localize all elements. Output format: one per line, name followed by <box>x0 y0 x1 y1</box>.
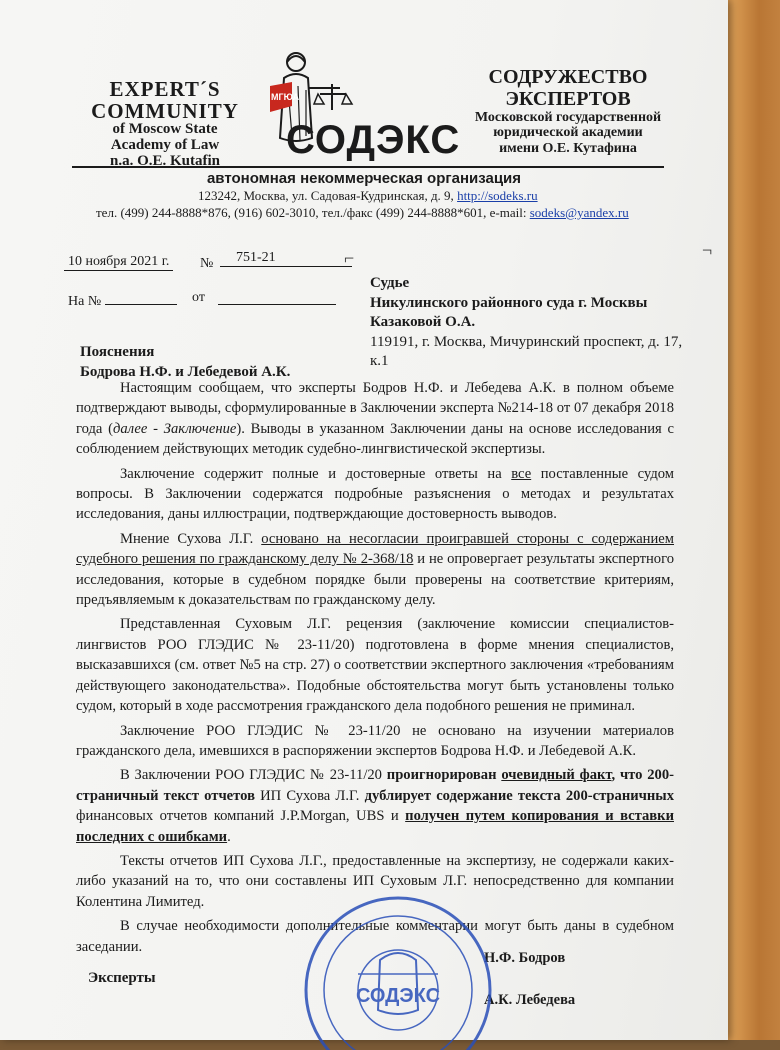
p6-c: ИП Сухова Л.Г. <box>254 787 365 804</box>
p6-d: финансовых отчетов компаний J.P.Morgan, UBS и <box>76 808 406 825</box>
p1-text: Настоящим сообщаем, что эксперты Бодров Н.Ф. и Лебедева А.К. в полном объеме подтверждают выводы, сформулированные в Заключении эксперта №214-18 от 07 декабря 2018 года ( <box>76 380 674 437</box>
eng-line4: Academy of Law <box>110 136 220 153</box>
reply-blank <box>105 304 177 305</box>
paragraph-7: Тексты отчетов ИП Сухова Л.Г., предоставленные на экспертизу, не содержали каких-либо указаний на то, что они составлены ИП Суховым Л.Г. непосредственно для компании Колентина Лимитед. <box>76 852 674 910</box>
address-line <box>198 188 538 204</box>
p3-a: Мнение Сухова Л.Г. <box>120 530 262 547</box>
paragraph-1 <box>76 378 674 460</box>
number-label: № <box>200 256 214 271</box>
logo-wordmark: СОДЭКС <box>286 118 461 162</box>
paragraph-2 <box>76 464 674 525</box>
paragraph-4: Представленная Суховым Л.Г. рецензия (заключение комиссии специалистов-лингвистов РОО ГЛЭДИС № 23-11/20) подготовлена в форме мнения специалистов, высказавшихся (см. ответ №5 на стр. 27) о соответствии экспертного заключения «требованиям действующего законодательства». Подобные обстоятельства могут быть установлены только судом, который в ходе рассмотрения гражданского дела подобного решения не приминал. <box>76 616 674 715</box>
letter-body <box>76 378 674 961</box>
from-label: от <box>192 290 205 305</box>
reply-field <box>68 294 177 310</box>
rus-line2: ЭКСПЕРТОВ <box>505 88 631 110</box>
p6-a: В Заключении РОО ГЛЭДИС № 23-11/20 <box>120 767 387 784</box>
eng-line3: of Moscow State <box>112 121 218 138</box>
eng-line2: COMMUNITY <box>91 99 239 124</box>
p1-italic: далее - Заключение <box>113 420 237 437</box>
p2-a: Заключение содержит полные и достоверные ответы на <box>120 465 512 482</box>
corner-mark-icon: ¬ <box>702 240 713 260</box>
p3-underline: основано на несогласии проигравшей стороны с содержанием судебного решения по гражданскому делу № 2-368/18 <box>76 530 675 568</box>
rus-line1: СОДРУЖЕСТВО <box>488 66 648 88</box>
number-value: 751-21 <box>220 250 352 267</box>
p6-e: . <box>227 828 231 845</box>
paragraph-8: В случае необходимости дополнительные комментарии могут быть даны в судебном заседании. <box>76 918 674 955</box>
experts-label: Эксперты <box>88 970 156 986</box>
header-divider <box>72 166 664 168</box>
paragraph-6 <box>76 765 674 847</box>
date-field <box>64 254 173 271</box>
phones-line <box>96 205 629 221</box>
letterhead-english <box>80 78 250 169</box>
rus-line4: юридической академии <box>493 125 643 141</box>
addressee-judge: Казаковой О.А. <box>370 314 476 330</box>
number-field <box>220 248 355 268</box>
rus-line3: Московской государственной <box>474 110 662 125</box>
reply-label: На № <box>68 294 102 309</box>
from-blank <box>218 290 336 305</box>
rus-line5: имени О.Е. Кутафина <box>499 140 637 156</box>
p6-bold-3: дублирует содержание текста 200-страничных <box>364 787 674 804</box>
paragraph-5: Заключение РОО ГЛЭДИС № 23-11/20 не основано на изучении материалов гражданского дела, имевшихся в распоряжении экспертов Бодрова Н.Ф. и Лебедевой А.К. <box>76 722 674 759</box>
website-link[interactable]: http://sodeks.ru <box>457 188 538 203</box>
p2-b: поставленные судом вопросы. В Заключении содержатся подробные разъяснения о методах и результатах исследования, даны иллюстрации, подтверждающие достоверность выводов. <box>76 465 674 523</box>
eng-line5: n.a. O.E. Kutafin <box>109 152 221 169</box>
signature-bodrov: Н.Ф. Бодров <box>484 950 566 966</box>
p6-bold-1: проигнорирован <box>386 767 502 784</box>
paragraph-3 <box>76 529 674 611</box>
corner-mark-icon: ⌐ <box>344 248 355 268</box>
from-field <box>218 290 336 310</box>
subject-line2: Бодрова Н.Ф. и Лебедевой А.К. <box>80 364 291 381</box>
p2-underline: все <box>511 465 532 482</box>
stamp-text: СОДЭКС <box>355 985 441 1007</box>
subject-block <box>80 342 290 383</box>
eng-line1: EXPERT´S <box>109 77 221 101</box>
p6-underline-1: очевидный факт <box>501 767 612 784</box>
addressee-title: Судье <box>370 275 410 291</box>
address-text: 123242, Москва, ул. Садовая-Кудринская, д. 9, <box>198 188 454 203</box>
signature-lebedeva: А.К. Лебедева <box>484 992 576 1008</box>
logo-badge: МГЮА <box>271 92 300 102</box>
p6-bold-2: , что 200-страничный текст отчетов <box>76 767 675 804</box>
phones-text: тел. (499) 244-8888*876, (916) 602-3010, тел./факс (499) 244-8888*601, e-mail: <box>96 205 527 220</box>
letterhead-russian <box>468 66 668 156</box>
addressee-address-cont: к.1 <box>370 353 389 369</box>
p3-b: и не опровергает результаты экспертного исследования, которые в судебном порядке были проверены на соответствие критериям, предъявляемым к доказательствам по гражданскому делу. <box>76 551 674 609</box>
email-link[interactable]: sodeks@yandex.ru <box>529 205 629 220</box>
org-type: автономная некоммерческая организация <box>206 170 522 187</box>
p1-end: ). Выводы в указанном Заключении даны на основе исследования с соблюдением действующих методик судебно-лингвистической экспертизы. <box>76 420 674 458</box>
addressee-block <box>370 274 700 372</box>
official-stamp-icon <box>298 890 498 1050</box>
subject-line1: Пояснения <box>80 344 155 360</box>
p6-underline-2: получен путем копирования и вставки последних с ошибками <box>76 808 674 845</box>
date-value: 10 ноября 2021 г. <box>64 254 173 271</box>
addressee-court: Никулинского районного суда г. Москвы <box>370 294 648 311</box>
addressee-address: 119191, г. Москва, Мичуринский проспект, д. 17, <box>370 333 683 350</box>
